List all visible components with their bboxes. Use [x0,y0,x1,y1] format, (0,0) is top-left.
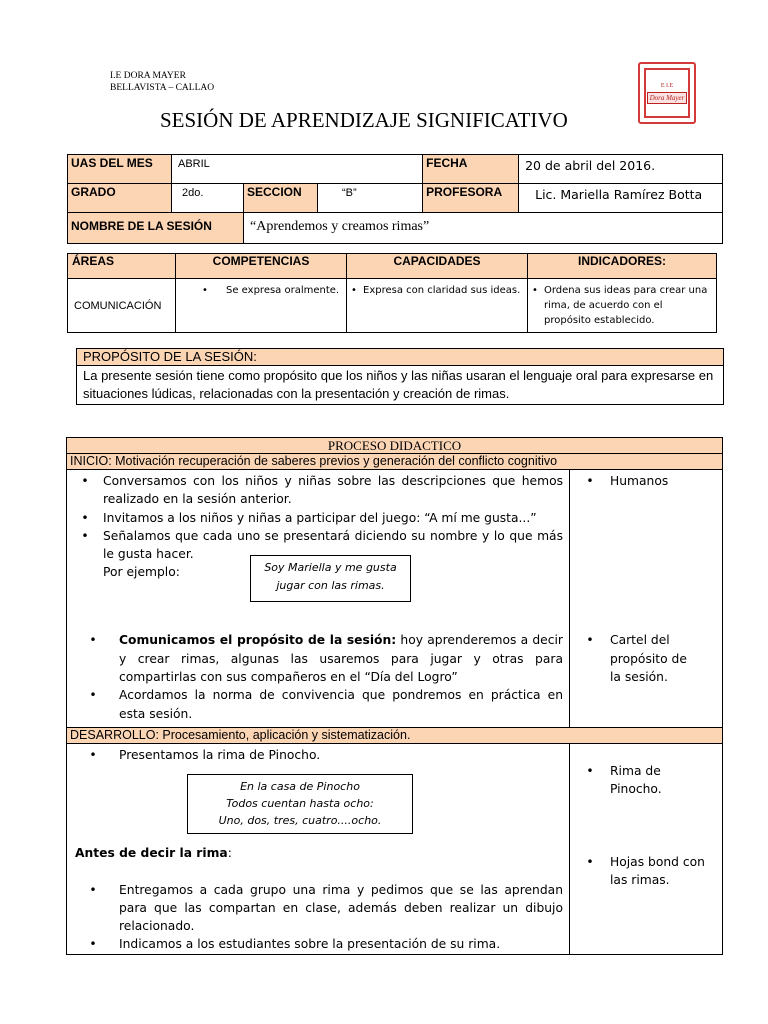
inicio-item-1: Conversamos con los niños y niñas sobre las descripciones que hemos realizado en la sesión anterior. [103,474,563,507]
desarrollo-content [67,744,570,955]
indicadores-header: INDICADORES: [528,254,717,279]
list-item: • Se expresa oralmente. [202,285,340,296]
indicador-cell [528,279,717,333]
inicio-item-2: Invitamos a los niños y niñas a participar del juego: “A mí me gusta...” [103,510,537,525]
desarrollo-materials [570,744,723,955]
fecha-value: 20 de abril del 2016. [519,155,723,184]
antes-heading [67,844,563,862]
material-hojas: Hojas bond con las rimas. [610,854,705,887]
school-name: I.E DORA MAYER [110,71,186,81]
ejemplo-row [67,563,563,613]
rima-line-3: Uno, dos, tres, cuatro....ocho. [218,814,382,828]
inicio-item-3: Señalamos que cada uno se presentará diciendo su nombre y lo que más le gusta hacer. [103,528,563,562]
fecha-label: FECHA [423,155,519,184]
proposito-bold: Comunicamos el propósito de la sesión: [119,633,397,648]
page-title: SESIÓN DE APRENDIZAJE SIGNIFICATIVO [160,108,568,132]
list-item: • Expresa con claridad sus ideas. [351,285,521,296]
nombre-label: NOMBRE DE LA SESIÓN [68,213,244,244]
logo-name: Dora Mayer [647,92,688,104]
antes-colon: : [227,846,232,861]
proposito-table [76,348,724,405]
session-info-table [67,154,723,244]
capacidad-cell [347,279,528,333]
list-item: • Humanos [570,472,722,490]
areas-table [67,253,717,333]
proposito-text: La presente sesión tiene como propósito que los niños y las niñas usaran el lenguaje oral para expresarse en situaciones lúdicas, relacionadas con la presentación y creación de rimas. [77,366,724,405]
rima-row [67,764,563,834]
list-item: • Indicamos a los estudiantes sobre la presentación de su rima. [67,935,563,953]
nombre-value: “Aprendemos y creamos rimas” [244,213,723,244]
competencias-header: COMPETENCIAS [176,254,347,279]
school-logo [638,62,696,124]
list-item: • Ordena sus ideas para crear una rima, de acuerdo con el propósito establecido. [528,279,716,332]
capacidades-header: CAPACIDADES [347,254,528,279]
proposito-label: PROPÓSITO DE LA SESIÓN: [77,349,724,366]
inicio-label: INICIO: Motivación recuperación de saberes previos y generación del conflicto cognitivo [67,454,723,470]
rima-line-1: En la casa de Pinocho [240,780,360,794]
inicio-content [67,470,570,728]
profesora-value: Lic. Mariella Ramírez Botta [519,184,723,213]
proposito-rest: hoy aprenderemos a decir y crear rimas, algunas las usaremos para jugar y otras para compartirlas con sus compañeros en el “Día del Logro” [119,633,563,685]
list-item: • Rima de Pinocho. [570,762,722,799]
material-cartel: Cartel del propósito de la sesión. [610,633,687,684]
competencia-cell [176,279,347,333]
antes-label: Antes de decir la rima [75,846,228,861]
material-humanos: Humanos [610,474,669,488]
list-item: • Conversamos con los niños y niñas sobre las descripciones que hemos realizado en la sesión anterior. [67,472,563,509]
desarrollo-item-1: Presentamos la rima de Pinocho. [119,748,321,762]
proceso-title: PROCESO DIDACTICO [67,438,723,454]
indicador-text: Ordena sus ideas para crear una rima, de acuerdo con el propósito establecido. [544,285,708,326]
rima-line-2: Todos cuentan hasta ocho: [226,797,374,811]
areas-header: ÁREAS [68,254,176,279]
desarrollo-label: DESARROLLO: Procesamiento, aplicación y sistematización. [67,728,723,744]
ejemplo-box: Soy Mariella y me gusta jugar con las rimas. [250,555,411,602]
uas-value: ABRIL [172,155,423,184]
list-item: • Cartel del propósito de la sesión. [570,631,722,686]
seccion-label: SECCION [244,184,318,213]
profesora-label: PROFESORA [423,184,519,213]
list-item: • Invitamos a los niños y niñas a participar del juego: “A mí me gusta...” [67,509,563,527]
logo-initials: E I.E [660,82,674,89]
list-item: • Presentamos la rima de Pinocho. [67,746,563,764]
seccion-value: “B” [318,184,423,213]
logo-frame [644,68,690,118]
ejemplo-label: Por ejemplo: [103,565,180,580]
school-location: BELLAVISTA – CALLAO [110,83,215,93]
list-item: • Señalamos que cada uno se presentará diciendo su nombre y lo que más le gusta hacer. [67,527,563,564]
material-rima: Rima de Pinocho. [610,764,662,797]
list-item: • Entregamos a cada grupo una rima y pedimos que se las aprendan para que las compartan en clase, además deben realizar un dibujo relacionado. [67,881,563,936]
grado-label: GRADO [68,184,172,213]
desarrollo-item-2: Entregamos a cada grupo una rima y pedimos que se las aprendan para que las compartan en clase, además deben realizar un dibujo relacionado. [119,882,563,934]
list-item: • Acordamos la norma de convivencia que pondremos en práctica en esta sesión. [67,686,563,723]
capacidad-text: Expresa con claridad sus ideas. [363,285,521,296]
list-item: • Hojas bond con las rimas. [570,853,722,890]
rima-box [187,774,413,834]
list-item: • Comunicamos el propósito de la sesión: hoy aprenderemos a decir y crear rimas, algunas las usaremos para jugar y otras para compartirlas con sus compañeros en el “Día del Logro” [89,633,563,685]
proceso-table [66,437,723,955]
competencia-text: Se expresa oralmente. [226,285,340,296]
desarrollo-item-3: Indicamos a los estudiantes sobre la presentación de su rima. [119,937,501,952]
school-info [110,70,214,94]
uas-label: UAS DEL MES [68,155,172,184]
grado-value: 2do. [172,184,244,213]
inicio-materials [570,470,723,728]
area-cell: COMUNICACIÓN [68,279,176,333]
norma-item: Acordamos la norma de convivencia que pondremos en práctica en esta sesión. [119,688,563,721]
